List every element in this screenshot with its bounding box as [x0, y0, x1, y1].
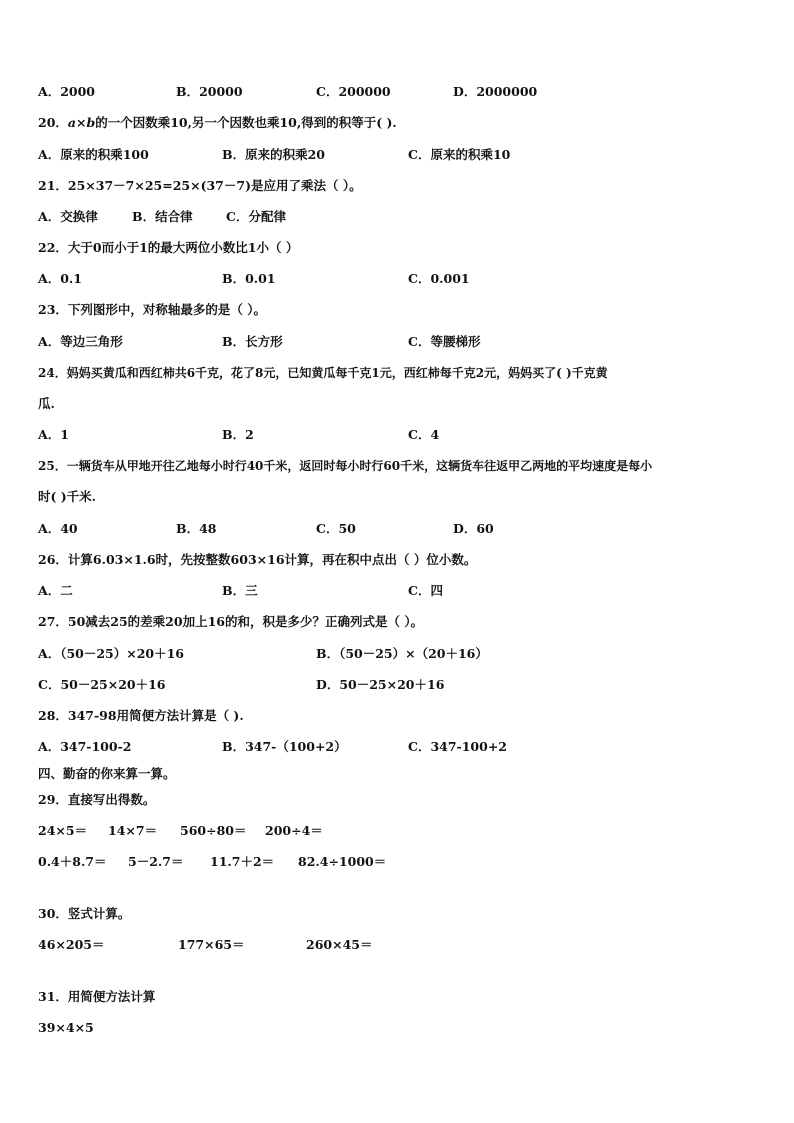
q28-option-a: A．347-100-2 — [38, 739, 132, 754]
q27-option-d: D．50－25×20＋16 — [316, 677, 445, 692]
q19-option-c: C．200000 — [316, 84, 391, 99]
q22-option-b: B．0.01 — [222, 271, 276, 286]
q23-option-b: B．长方形 — [222, 334, 283, 349]
q29-question: 29．直接写出得数。 — [38, 792, 156, 807]
q28-option-c: C．347-100+2 — [408, 739, 507, 754]
q23-option-a: A．等边三角形 — [38, 334, 123, 349]
q26-question: 26．计算6.03×1.6时，先按整数603×16计算，再在积中点出（ ）位小数。 — [38, 552, 477, 567]
q28-question: 28．347-98用简便方法计算是（ ). — [38, 708, 244, 723]
q30-item: 260×45＝ — [306, 937, 373, 952]
q20-question — [38, 115, 397, 131]
q24-option-c: C．4 — [408, 427, 440, 442]
q20-option-a: A．原来的积乘100 — [38, 147, 149, 162]
q25-question-line1: 25．一辆货车从甲地开往乙地每小时行40千米，返回时每小时行60千米，这辆货车往返甲乙两地的平均速度是每小 — [38, 459, 653, 473]
q21-option-c: C．分配律 — [226, 209, 286, 224]
q28-option-b: B．347-（100+2） — [222, 739, 347, 754]
q25-option-a: A．40 — [38, 521, 78, 536]
q22-question: 22．大于0而小于1的最大两位小数比1小（ ） — [38, 240, 299, 255]
q24-option-a: A．1 — [38, 427, 69, 442]
q20-number: 20． — [38, 115, 68, 130]
q23-question: 23．下列图形中，对称轴最多的是（ ）。 — [38, 302, 266, 317]
q30-item: 46×205＝ — [38, 937, 105, 952]
q20-option-c: C．原来的积乘10 — [408, 147, 511, 162]
q24-question-line1: 24．妈妈买黄瓜和西红柿共6千克，花了8元，已知黄瓜每千克1元，西红柿每千克2元，妈妈买了( )千克黄 — [38, 366, 608, 380]
q29-item: 24×5＝ — [38, 823, 88, 838]
q24-question-line2: 瓜. — [38, 396, 55, 411]
q27-option-b: B．（50－25）×（20＋16） — [316, 646, 488, 661]
q31-question: 31．用简便方法计算 — [38, 989, 156, 1004]
q21-question: 21．25×37－7×25=25×(37－7)是应用了乘法（ ）。 — [38, 178, 362, 193]
q26-option-b: B．三 — [222, 583, 258, 598]
q20-option-b: B．原来的积乘20 — [222, 147, 325, 162]
q23-option-c: C．等腰梯形 — [408, 334, 481, 349]
q29-item: 5－2.7＝ — [128, 854, 184, 869]
section-4-title: 四、勤奋的你来算一算。 — [38, 766, 176, 781]
q24-option-b: B．2 — [222, 427, 254, 442]
q20-expression: a×b — [67, 115, 96, 130]
q19-option-a: A．2000 — [38, 84, 95, 99]
q29-item: 82.4÷1000＝ — [298, 854, 387, 869]
q29-item: 560÷80＝ — [180, 823, 247, 838]
q29-item: 11.7＋2＝ — [210, 854, 275, 869]
q25-option-b: B．48 — [176, 521, 217, 536]
q26-option-c: C．四 — [408, 583, 443, 598]
q21-option-a: A．交换律 — [38, 209, 98, 224]
q21-option-b: B．结合律 — [132, 209, 193, 224]
q22-option-c: C．0.001 — [408, 271, 470, 286]
q31-item: 39×4×5 — [38, 1020, 94, 1035]
q29-item: 14×7＝ — [108, 823, 158, 838]
q19-option-b: B．20000 — [176, 84, 243, 99]
q30-question: 30．竖式计算。 — [38, 906, 131, 921]
q26-option-a: A．二 — [38, 583, 73, 598]
q25-option-c: C．50 — [316, 521, 356, 536]
q29-item: 0.4＋8.7＝ — [38, 854, 107, 869]
q22-option-a: A．0.1 — [38, 271, 82, 286]
q27-option-c: C．50－25×20＋16 — [38, 677, 166, 692]
q19-option-d: D．2000000 — [453, 84, 538, 99]
q25-option-d: D．60 — [453, 521, 494, 536]
q20-text: 的一个因数乘10,另一个因数也乘10,得到的积等于( ). — [95, 115, 397, 130]
q27-question: 27．50减去25的差乘20加上16的和，积是多少？正确列式是（ ）。 — [38, 614, 424, 629]
q25-question-line2: 时( )千米. — [38, 489, 97, 504]
q27-option-a: A．（50－25）×20＋16 — [38, 646, 185, 661]
q29-item: 200÷4＝ — [265, 823, 323, 838]
q30-item: 177×65＝ — [178, 937, 245, 952]
